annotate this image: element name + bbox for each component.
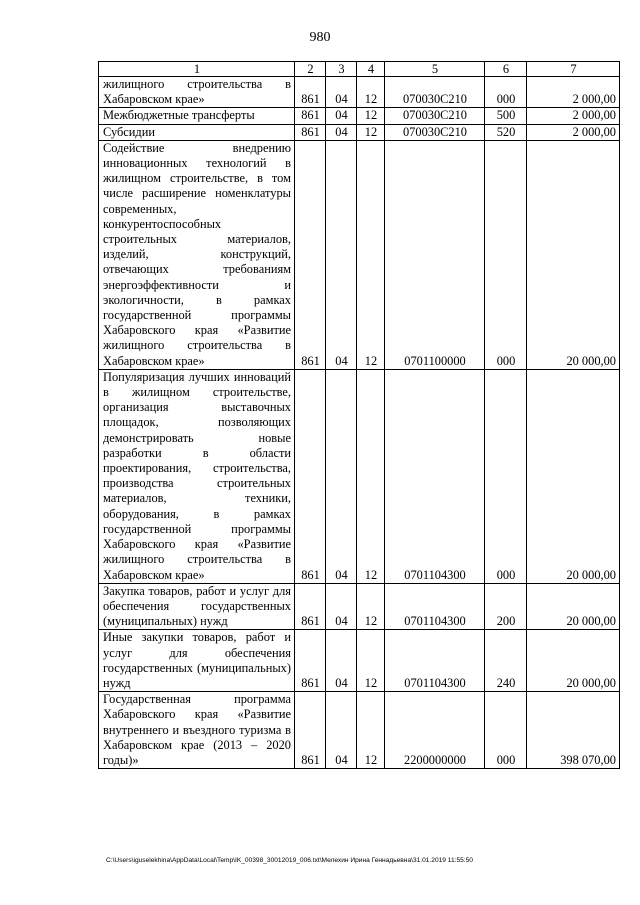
row-section-code: 04 xyxy=(326,369,357,583)
row-amount: 20 000,00 xyxy=(527,583,620,630)
row-section-code: 04 xyxy=(326,140,357,369)
row-name: Иные закупки товаров, работ и услуг для обеспечения государственных (муниципальных) нужд xyxy=(99,630,295,692)
row-name: Субсидии xyxy=(99,124,295,140)
page-number: 980 xyxy=(309,30,331,45)
row-subsection-code: 12 xyxy=(357,583,385,630)
header-cell: 7 xyxy=(527,62,620,77)
row-expense-type: 200 xyxy=(485,583,527,630)
row-name: Содействие внедрению инновационных технологий в жилищном строительстве, в том числе расширение номенклатуры современных, конкурентоспособных строительных материалов, изделий, конструкций, отвечающих требованиям энергоэффективности и экологичности, в рамках государственной программы Хабаровского края «Развитие жилищного строительства в Хабаровском крае» xyxy=(99,140,295,369)
header-cell: 4 xyxy=(357,62,385,77)
table-row xyxy=(99,108,620,124)
row-ministry-code: 861 xyxy=(295,140,326,369)
row-expense-type: 500 xyxy=(485,108,527,124)
row-expense-type: 000 xyxy=(485,369,527,583)
row-name: Государственная программа Хабаровского края «Развитие внутреннего и въездного туризма в Хабаровском крае (2013 – 2020 годы)» xyxy=(99,692,295,769)
table-row xyxy=(99,369,620,583)
row-ministry-code: 861 xyxy=(295,692,326,769)
row-subsection-code: 12 xyxy=(357,692,385,769)
table-row xyxy=(99,140,620,369)
row-section-code: 04 xyxy=(326,692,357,769)
row-name: Межбюджетные трансферты xyxy=(99,108,295,124)
row-name: жилищного строительства в Хабаровском крае» xyxy=(99,77,295,108)
row-target-code: 070030С210 xyxy=(385,108,485,124)
row-section-code: 04 xyxy=(326,583,357,630)
table-row xyxy=(99,583,620,630)
table-row xyxy=(99,124,620,140)
row-amount: 20 000,00 xyxy=(527,630,620,692)
row-name: Популяризация лучших инноваций в жилищном строительстве, организация выставочных площадок, позволяющих демонстрировать новые разработки в области проектирования, строительства, производства строительных материалов, техники, оборудования, в рамках государственной программы Хабаровского края «Развитие жилищного строительства в Хабаровском крае» xyxy=(99,369,295,583)
header-cell: 1 xyxy=(99,62,295,77)
row-amount: 20 000,00 xyxy=(527,369,620,583)
row-expense-type: 240 xyxy=(485,630,527,692)
row-expense-type: 000 xyxy=(485,692,527,769)
header-cell: 6 xyxy=(485,62,527,77)
row-subsection-code: 12 xyxy=(357,77,385,108)
row-ministry-code: 861 xyxy=(295,630,326,692)
row-target-code: 070030С210 xyxy=(385,77,485,108)
header-cell: 2 xyxy=(295,62,326,77)
file-path-footer: C:\Users\iguselekhina\AppData\Local\Temp\IK_00398_30012019_006.txt\Мелехин Ирина Геннадьевна\31.01.2019 11:55:50 xyxy=(106,857,473,864)
table-row xyxy=(99,692,620,769)
table-header-row xyxy=(99,62,620,77)
row-amount: 398 070,00 xyxy=(527,692,620,769)
row-expense-type: 520 xyxy=(485,124,527,140)
row-ministry-code: 861 xyxy=(295,77,326,108)
row-target-code: 0701100000 xyxy=(385,140,485,369)
row-amount: 2 000,00 xyxy=(527,77,620,108)
row-target-code: 0701104300 xyxy=(385,630,485,692)
row-ministry-code: 861 xyxy=(295,583,326,630)
row-amount: 2 000,00 xyxy=(527,108,620,124)
header-cell: 5 xyxy=(385,62,485,77)
row-expense-type: 000 xyxy=(485,77,527,108)
row-ministry-code: 861 xyxy=(295,108,326,124)
row-section-code: 04 xyxy=(326,108,357,124)
row-subsection-code: 12 xyxy=(357,108,385,124)
row-target-code: 2200000000 xyxy=(385,692,485,769)
table-row xyxy=(99,630,620,692)
row-target-code: 0701104300 xyxy=(385,369,485,583)
row-subsection-code: 12 xyxy=(357,140,385,369)
row-section-code: 04 xyxy=(326,77,357,108)
row-ministry-code: 861 xyxy=(295,369,326,583)
row-ministry-code: 861 xyxy=(295,124,326,140)
row-subsection-code: 12 xyxy=(357,630,385,692)
row-name: Закупка товаров, работ и услуг для обеспечения государственных (муниципальных) нужд xyxy=(99,583,295,630)
row-section-code: 04 xyxy=(326,124,357,140)
row-amount: 20 000,00 xyxy=(527,140,620,369)
row-amount: 2 000,00 xyxy=(527,124,620,140)
budget-table xyxy=(98,61,620,769)
table-row xyxy=(99,77,620,108)
row-target-code: 070030С210 xyxy=(385,124,485,140)
row-target-code: 0701104300 xyxy=(385,583,485,630)
row-subsection-code: 12 xyxy=(357,124,385,140)
row-expense-type: 000 xyxy=(485,140,527,369)
row-section-code: 04 xyxy=(326,630,357,692)
header-cell: 3 xyxy=(326,62,357,77)
row-subsection-code: 12 xyxy=(357,369,385,583)
